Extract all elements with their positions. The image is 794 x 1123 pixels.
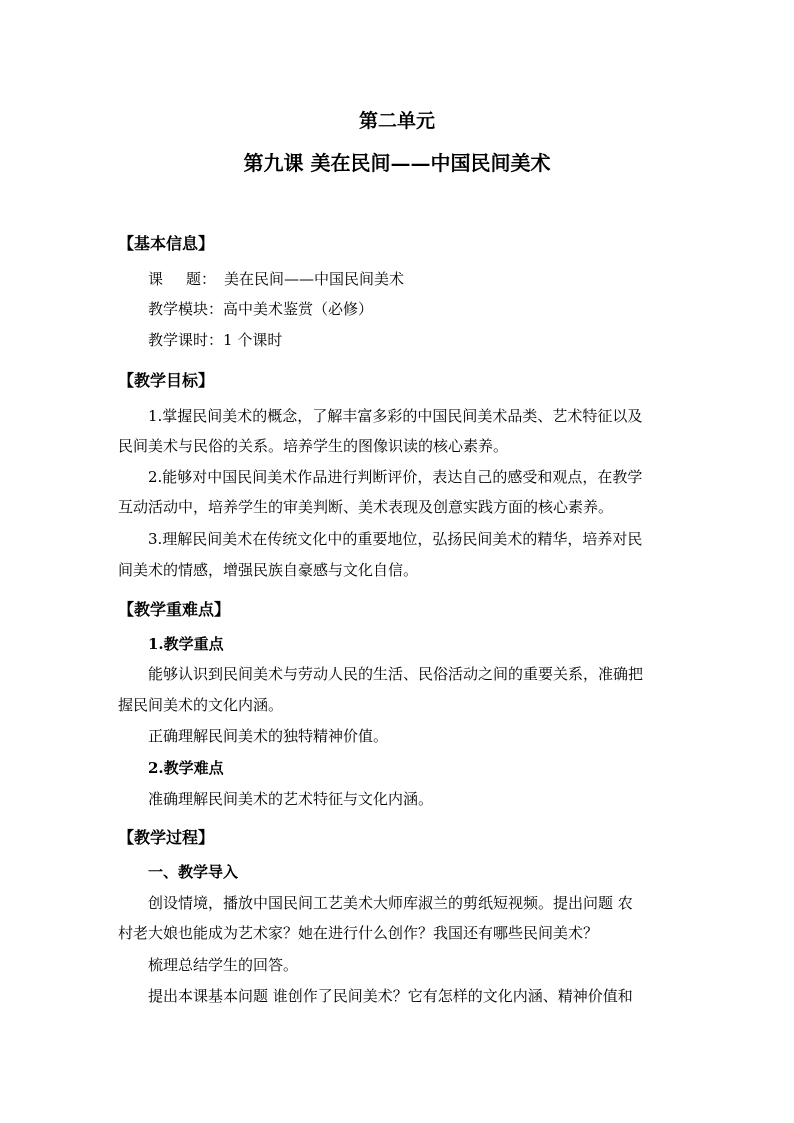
difficult-point-line: 准确理解民间美术的艺术特征与文化内涵。 [148,790,434,808]
process-line: 梳理总结学生的回答。 [148,956,299,974]
objective-line: 民间美术与民俗的关系。培养学生的图像识读的核心素养。 [118,437,509,455]
process-line: 提出本课基本问题 谁创作了民间美术？它有怎样的文化内涵、精神价值和 [148,987,633,1005]
process-heading: 一、教学导入 [148,863,239,881]
key-point-line: 正确理解民间美术的独特精神价值。 [148,727,389,745]
objective-line: 互动活动中，培养学生的审美判断、美术表现及创意实践方面的核心素养。 [118,498,614,516]
lesson-title: 第九课 美在民间——中国民间美术 [243,151,551,175]
difficult-points-heading: 2.教学难点 [148,759,224,777]
info-topic-row [148,269,404,289]
objective-line: 间美术的情感，增强民族自豪感与文化自信。 [118,561,419,579]
objective-line: 2.能够对中国民间美术作品进行判断评价，表达自己的感受和观点，在教学 [148,468,643,486]
section-process: 【教学过程】 [118,828,215,847]
process-line: 村老大娘也能成为艺术家？她在进行什么创作？我国还有哪些民间美术？ [118,924,599,942]
key-point-line: 握民间美术的文化内涵。 [118,696,284,714]
section-basic-info: 【基本信息】 [118,234,215,253]
info-hours-key: 教学课时： [148,331,224,349]
section-key-difficult: 【教学重难点】 [118,600,231,619]
info-module-key: 教学模块： [148,300,224,318]
section-objectives: 【教学目标】 [118,371,215,390]
unit-title: 第二单元 [358,110,435,132]
info-hours-row [148,330,282,350]
info-module-value: 高中美术鉴赏（必修） [223,300,374,318]
info-module-row [148,299,373,319]
info-hours-value: 1 个课时 [223,331,283,349]
objective-line: 3.理解民间美术在传统文化中的重要地位，弘扬民间美术的精华，培养对民 [148,530,643,548]
objective-line: 1.掌握民间美术的概念，了解丰富多彩的中国民间美术品类、艺术特征以及 [148,407,643,425]
info-topic-value: 美在民间——中国民间美术 [224,270,405,288]
info-topic-key: 课 题： [148,270,217,288]
key-points-heading: 1.教学重点 [148,635,224,653]
process-line: 创设情境，播放中国民间工艺美术大师库淑兰的剪纸短视频。提出问题 农 [148,894,633,912]
key-point-line: 能够认识到民间美术与劳动人民的生活、民俗活动之间的重要关系，准确把 [148,665,644,683]
